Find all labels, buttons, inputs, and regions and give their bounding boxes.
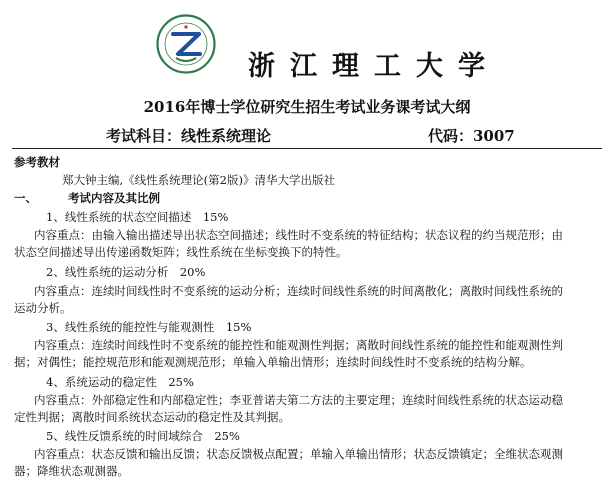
item-4-line-1: 内容重点：外部稳定性和内部稳定性；李亚普诺夫第二方法的主要定理；连续时间线性系统的状态运动稳 [34, 393, 563, 407]
item-2-line-1: 内容重点：连续时间线性时不变系统的运动分析；连续时间线性系统的时间离散化；离散时间线性系统的 [34, 284, 563, 298]
university-name: 浙江理工大学 [248, 51, 500, 82]
header-divider [12, 148, 602, 149]
logo-dot [184, 25, 187, 28]
item-5-line-1: 内容重点：状态反馈和输出反馈；状态反馈极点配置；单输入单输出情形；状态反馈镇定；全维状态观测 [34, 447, 563, 461]
item-1-line-1: 内容重点：由输入输出描述导出状态空间描述；线性时不变系统的特征结构；状态议程的约当规范形；由 [34, 228, 563, 242]
item-3-title: 3、线性系统的能控性与能观测性 15% [46, 320, 252, 334]
item-2-line-2: 运动分析。 [14, 301, 72, 315]
exam-title: 2016年博士学位研究生招生考试业务课考试大纲 [143, 98, 471, 116]
item-3-line-2: 据；对偶性；能控规范形和能观测规范形；单输入单输出情形；连续时间线性时不变系统的结构分解。 [14, 355, 532, 369]
item-5-line-2: 器；降维状态观测器。 [14, 464, 129, 478]
section-title: 考试内容及其比例 [68, 191, 160, 205]
item-4-title: 4、系统运动的稳定性 25% [46, 375, 194, 389]
ref-heading: 参考教材 [14, 155, 60, 169]
item-3-line-1: 内容重点：连续时间线性时不变系统的能控性和能观测性判据；离散时间线性系统的能控性和能观测性判 [34, 338, 563, 352]
section-number: 一、 [14, 191, 37, 205]
ref-text: 郑大钟主编,《线性系统理论(第2版)》清华大学出版社 [62, 173, 335, 187]
university-logo [156, 14, 216, 74]
subject-label: 考试科目：线性系统理论 [106, 127, 272, 145]
item-1-line-2: 状态空间描述导出传递函数矩阵；线性系统在坐标变换下的特性。 [14, 245, 348, 259]
item-2-title: 2、线性系统的运动分析 20% [46, 265, 206, 279]
code-label: 代码：3007 [428, 127, 515, 145]
item-5-title: 5、线性反馈系统的时间域综合 25% [46, 429, 240, 443]
item-4-line-2: 定性判据；离散时间系统状态运动的稳定性及其判据。 [14, 410, 290, 424]
item-1-title: 1、线性系统的状态空间描述 15% [46, 210, 229, 224]
